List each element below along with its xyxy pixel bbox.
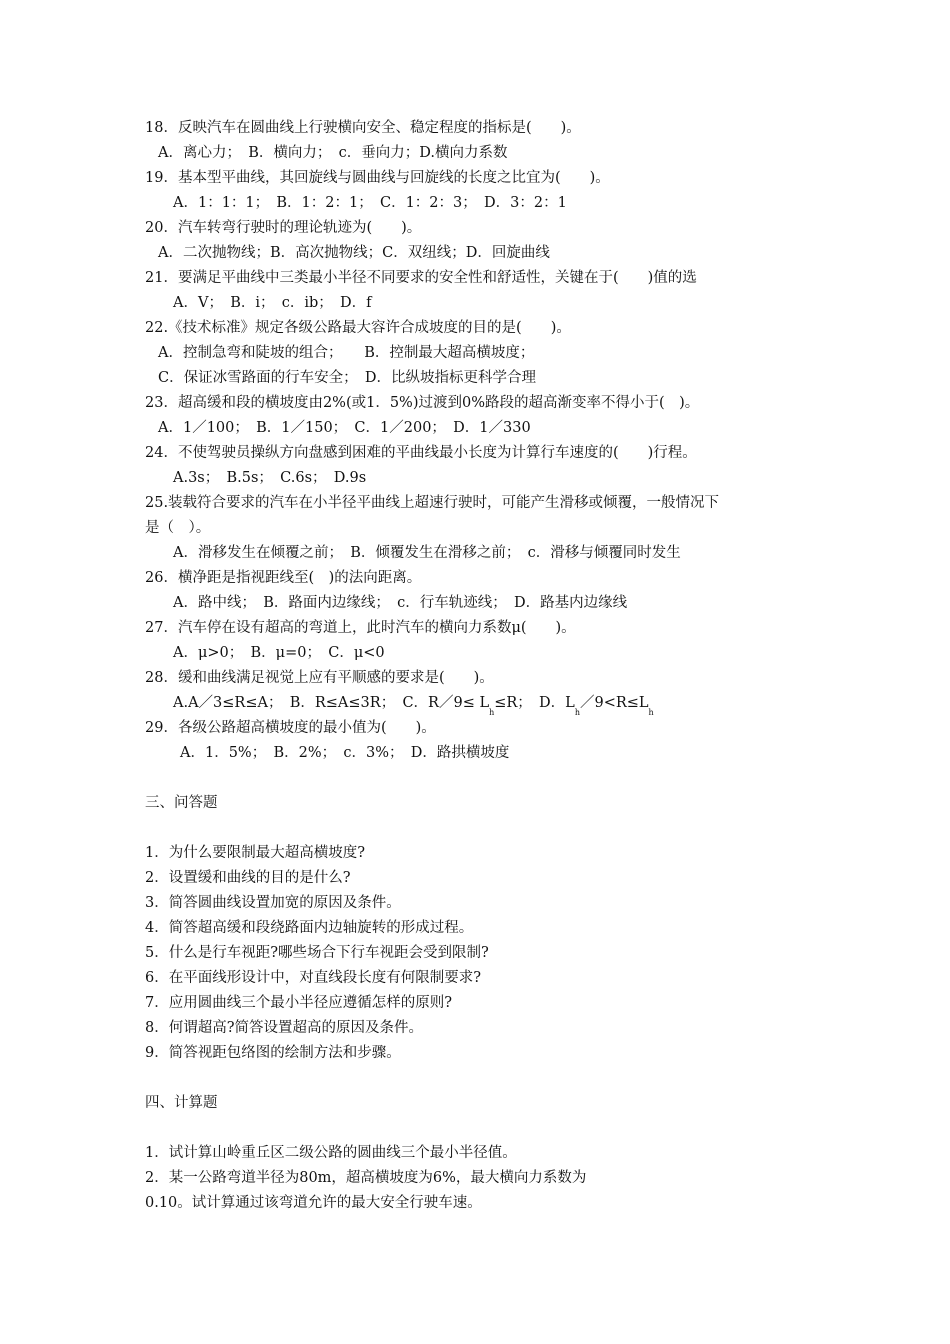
question-28-options-part-a: A.A／3≤R≤A； B．R≤A≤3R； C．R／9≤ L <box>173 695 490 711</box>
question-28-options-part-c: ／9<R≤L <box>579 695 649 711</box>
calc-item-2-continued: 0.10。试计算通过该弯道允许的最大安全行驶车速。 <box>145 1195 482 1211</box>
section-heading-calc: 四、计算题 <box>145 1095 218 1111</box>
question-28-options <box>173 693 654 715</box>
question-20-options: A．二次抛物线；B．高次抛物线；C．双纽线；D．回旋曲线 <box>158 245 550 261</box>
question-20: 20．汽车转弯行驶时的理论轨迹为( )。 <box>145 220 422 236</box>
subscript-h: h <box>574 708 580 717</box>
question-19-options: A．1：1：1； B．1：2：1； C．1：2：3； D．3：2：1 <box>173 195 567 211</box>
question-24-options: A.3s； B.5s； C.6s； D.9s <box>173 470 367 486</box>
question-25-options: A．滑移发生在倾覆之前； B．倾覆发生在滑移之前； c．滑移与倾覆同时发生 <box>173 545 681 561</box>
qa-item: 9．简答视距包络图的绘制方法和步骤。 <box>145 1045 401 1061</box>
calc-item-1: 1．试计算山岭重丘区二级公路的圆曲线三个最小半径值。 <box>145 1145 517 1161</box>
question-23-options: A．1／100； B．1／150； C．1／200； D．1／330 <box>158 420 531 436</box>
question-21: 21．要满足平曲线中三类最小半径不同要求的安全性和舒适性，关键在于( )值的选 <box>145 270 697 286</box>
question-22-options-2: C．保证冰雪路面的行车安全； D．比纵坡指标更科学合理 <box>158 370 536 386</box>
question-24: 24．不使驾驶员操纵方向盘感到困难的平曲线最小长度为计算行车速度的( )行程。 <box>145 445 697 461</box>
qa-item: 4．简答超高缓和段绕路面内边轴旋转的形成过程。 <box>145 920 474 936</box>
qa-item: 2．设置缓和曲线的目的是什么? <box>145 870 351 886</box>
qa-item: 5．什么是行车视距?哪些场合下行车视距会受到限制? <box>145 945 489 961</box>
question-19: 19．基本型平曲线，其回旋线与圆曲线与回旋线的长度之比宜为( )。 <box>145 170 610 186</box>
question-21-options: A．V； B．i； c．ib； D．f <box>173 295 372 311</box>
subscript-h: h <box>489 708 495 717</box>
qa-item: 1．为什么要限制最大超高横坡度? <box>145 845 365 861</box>
question-29-options: A．1．5%； B．2%； c．3%； D．路拱横坡度 <box>180 745 510 761</box>
question-18: 18．反映汽车在圆曲线上行驶横向安全、稳定程度的指标是( )。 <box>145 120 581 136</box>
question-22-options-1: A．控制急弯和陡坡的组合； B．控制最大超高横坡度； <box>158 345 535 361</box>
question-28-options-part-b: ≤R； D．L <box>494 695 575 711</box>
question-27: 27．汽车停在设有超高的弯道上，此时汽车的横向力系数μ( )。 <box>145 620 576 636</box>
question-28: 28．缓和曲线满足视觉上应有平顺感的要求是( )。 <box>145 670 494 686</box>
calc-item-2: 2．某一公路弯道半径为80m，超高横坡度为6%，最大横向力系数为 <box>145 1170 587 1186</box>
subscript-h: h <box>648 708 654 717</box>
question-27-options: A．μ>0； B．μ=0； C．μ<0 <box>173 645 385 661</box>
section-heading-qa: 三、问答题 <box>145 795 218 811</box>
question-26: 26．横净距是指视距线至( )的法向距离。 <box>145 570 422 586</box>
question-25: 25.装载符合要求的汽车在小半径平曲线上超速行驶时，可能产生滑移或倾覆，一般情况下 <box>145 495 720 511</box>
qa-item: 3．简答圆曲线设置加宽的原因及条件。 <box>145 895 401 911</box>
question-25-continued: 是（ ）。 <box>145 520 211 536</box>
qa-item: 7．应用圆曲线三个最小半径应遵循怎样的原则? <box>145 995 452 1011</box>
question-26-options: A．路中线； B．路面内边缘线； c．行车轨迹线； D．路基内边缘线 <box>173 595 628 611</box>
qa-item: 6．在平面线形设计中，对直线段长度有何限制要求? <box>145 970 481 986</box>
question-29: 29．各级公路超高横坡度的最小值为( )。 <box>145 720 436 736</box>
question-18-options: A．离心力； B．横向力； c．垂向力；D.横向力系数 <box>158 145 508 161</box>
qa-item: 8．何谓超高?简答设置超高的原因及条件。 <box>145 1020 423 1036</box>
question-22: 22.《技术标准》规定各级公路最大容许合成坡度的目的是( )。 <box>145 320 571 336</box>
question-23: 23．超高缓和段的横坡度由2%(或1．5%)过渡到0%路段的超高渐变率不得小于( )。 <box>145 395 700 411</box>
